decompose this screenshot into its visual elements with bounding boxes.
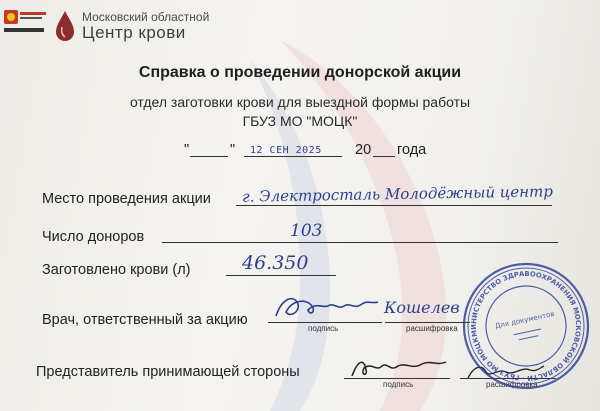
- org-name-line2: Центр крови: [82, 23, 186, 42]
- year-suffix: года: [397, 142, 427, 158]
- day-line: [190, 156, 228, 157]
- doctor-sign-caption: подпись: [308, 324, 339, 333]
- year-prefix: 20: [355, 142, 372, 158]
- donors-value: 103: [290, 221, 323, 241]
- svg-text:МИНИСТЕРСТВО ЗДРАВООХРАНЕНИЯ М: [460, 260, 592, 392]
- place-label: Место проведения акции: [42, 191, 211, 207]
- donors-label: Число доноров: [42, 229, 145, 245]
- rep-signature: [350, 356, 450, 380]
- blood-drop-icon: [56, 11, 74, 41]
- doctor-name-line: [385, 322, 470, 323]
- doctor-label: Врач, ответственный за акцию: [42, 312, 248, 328]
- org-name-line1: Московский областной: [82, 10, 210, 24]
- blood-value: 46.350: [242, 252, 309, 274]
- donors-line: [162, 242, 558, 243]
- blood-line: [226, 275, 336, 276]
- blood-label: Заготовлено крови (л): [42, 262, 191, 278]
- rep-name-caption: расшифровка: [486, 380, 538, 389]
- stamp-center-text: Для документов: [494, 309, 556, 331]
- place-line: [236, 205, 552, 206]
- date-stamp: 12 СЕН 2025: [250, 145, 322, 156]
- institution-name: ГБУЗ МО "МОЦК": [242, 113, 358, 129]
- official-round-stamp: [460, 260, 592, 392]
- place-value: г. Электросталь Молодёжный центр: [241, 182, 554, 206]
- doctor-signature: [272, 290, 382, 324]
- stamp-ring-text: МИНИСТЕРСТВО ЗДРАВООХРАНЕНИЯ МОСКОВСКОЙ ОБЛАСТИ · ГБУЗ МО МОЦК: [469, 269, 583, 383]
- doctor-name-value: Кошелев: [384, 298, 460, 317]
- mchs-logo-icon: [4, 6, 48, 38]
- year-line: [373, 156, 395, 157]
- rep-sign-caption: подпись: [383, 380, 414, 389]
- date-quote-open: ": [184, 142, 190, 158]
- document-title: Справка о проведении донорской акции: [138, 64, 462, 81]
- date-quote-close: ": [230, 142, 236, 158]
- document-subtitle: отдел заготовки крови для выездной формы работы: [129, 94, 471, 110]
- month-line: [244, 156, 342, 157]
- doctor-name-caption: расшифровка: [406, 324, 458, 333]
- rep-label: Представитель принимающей стороны: [36, 364, 300, 380]
